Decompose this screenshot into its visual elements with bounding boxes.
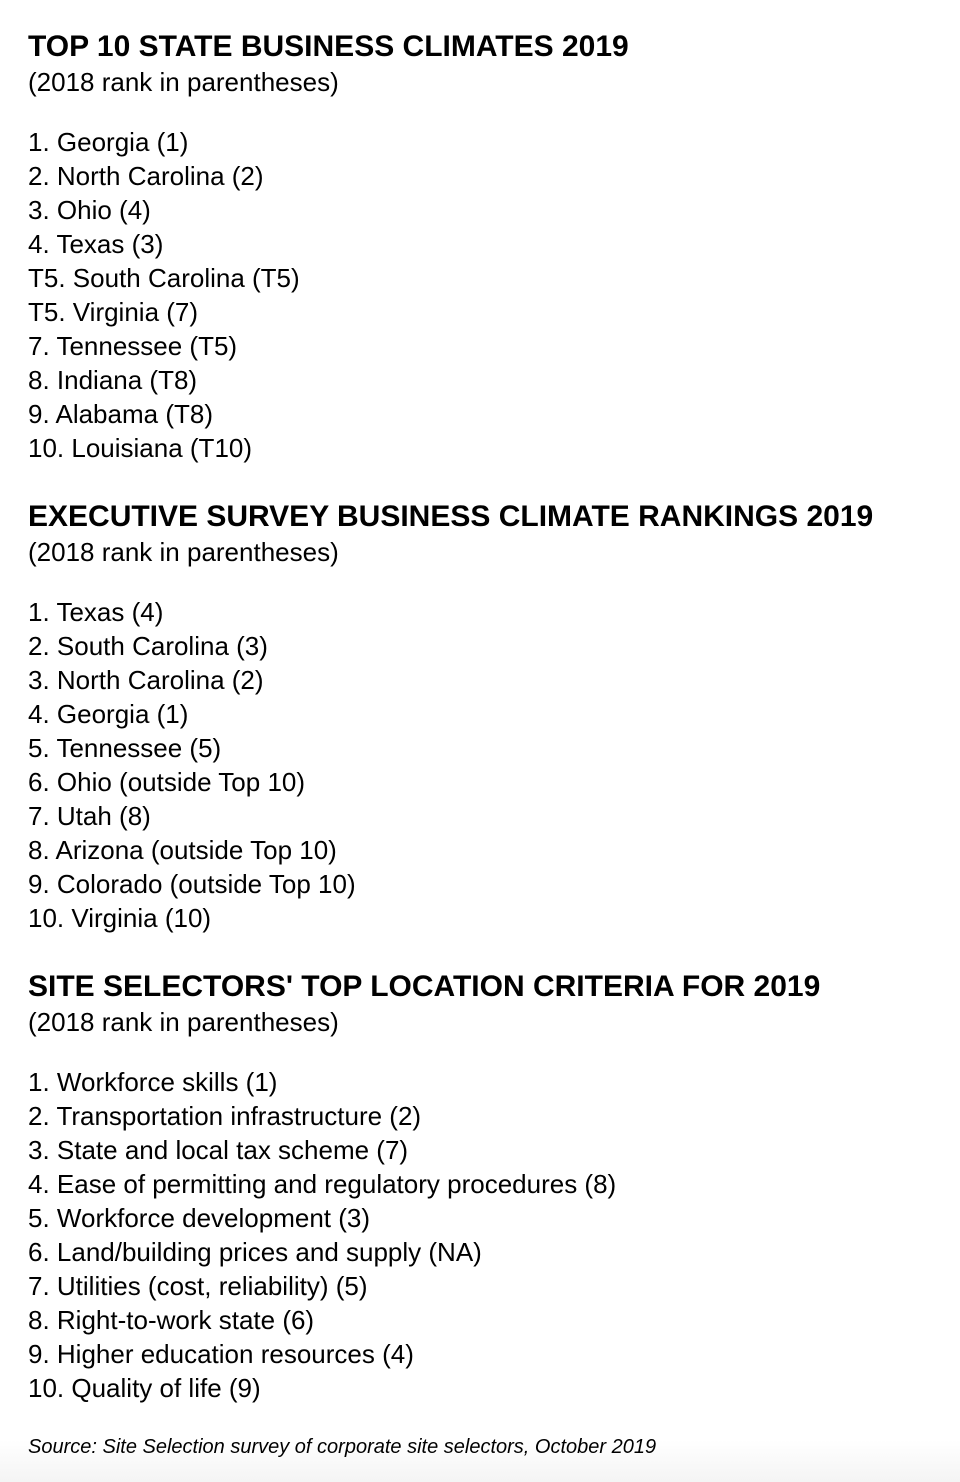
list-item: 9. Alabama (T8) xyxy=(28,399,213,429)
list-item: 2. Transportation infrastructure (2) xyxy=(28,1101,422,1131)
list-item: 7. Tennessee (T5) xyxy=(28,331,238,361)
list-item: 10. Quality of life (9) xyxy=(28,1373,261,1403)
list-item: T5. South Carolina (T5) xyxy=(28,263,300,293)
list-item: 9. Higher education resources (4) xyxy=(28,1339,414,1369)
section-state-business-climates xyxy=(28,30,932,465)
list-item: 6. Ohio (outside Top 10) xyxy=(28,767,306,797)
section-title: EXECUTIVE SURVEY BUSINESS CLIMATE RANKINGS 2019 xyxy=(28,500,874,533)
section-title: TOP 10 STATE BUSINESS CLIMATES 2019 xyxy=(28,30,629,63)
section-executive-survey-rankings xyxy=(28,500,932,935)
list-item: T5. Virginia (7) xyxy=(28,297,199,327)
list-item: 6. Land/building prices and supply (NA) xyxy=(28,1237,482,1267)
list-item: 8. Arizona (outside Top 10) xyxy=(28,835,337,865)
list-item: 4. Texas (3) xyxy=(28,229,164,259)
list-item: 3. Ohio (4) xyxy=(28,195,151,225)
list-item: 7. Utilities (cost, reliability) (5) xyxy=(28,1271,368,1301)
list-item: 9. Colorado (outside Top 10) xyxy=(28,869,356,899)
list-item: 2. North Carolina (2) xyxy=(28,161,264,191)
section-location-criteria xyxy=(28,970,932,1405)
list-item: 4. Ease of permitting and regulatory procedures (8) xyxy=(28,1169,617,1199)
section-subtitle: (2018 rank in parentheses) xyxy=(28,67,339,97)
section-subtitle: (2018 rank in parentheses) xyxy=(28,537,339,567)
list-item: 3. North Carolina (2) xyxy=(28,665,264,695)
ranking-list xyxy=(28,125,932,465)
list-item: 5. Workforce development (3) xyxy=(28,1203,370,1233)
list-item: 4. Georgia (1) xyxy=(28,699,189,729)
list-item: 1. Workforce skills (1) xyxy=(28,1067,278,1097)
list-item: 5. Tennessee (5) xyxy=(28,733,222,763)
list-item: 2. South Carolina (3) xyxy=(28,631,268,661)
section-subtitle: (2018 rank in parentheses) xyxy=(28,1007,339,1037)
list-item: 8. Right-to-work state (6) xyxy=(28,1305,315,1335)
list-item: 10. Virginia (10) xyxy=(28,903,212,933)
ranking-list xyxy=(28,595,932,935)
source-note: Source: Site Selection survey of corporate site selectors, October 2019 xyxy=(28,1436,657,1458)
ranking-list xyxy=(28,1065,932,1405)
list-item: 3. State and local tax scheme (7) xyxy=(28,1135,409,1165)
list-item: 1. Georgia (1) xyxy=(28,127,189,157)
list-item: 8. Indiana (T8) xyxy=(28,365,198,395)
list-item: 1. Texas (4) xyxy=(28,597,164,627)
list-item: 10. Louisiana (T10) xyxy=(28,433,253,463)
list-item: 7. Utah (8) xyxy=(28,801,151,831)
section-title: SITE SELECTORS' TOP LOCATION CRITERIA FOR 2019 xyxy=(28,970,821,1003)
